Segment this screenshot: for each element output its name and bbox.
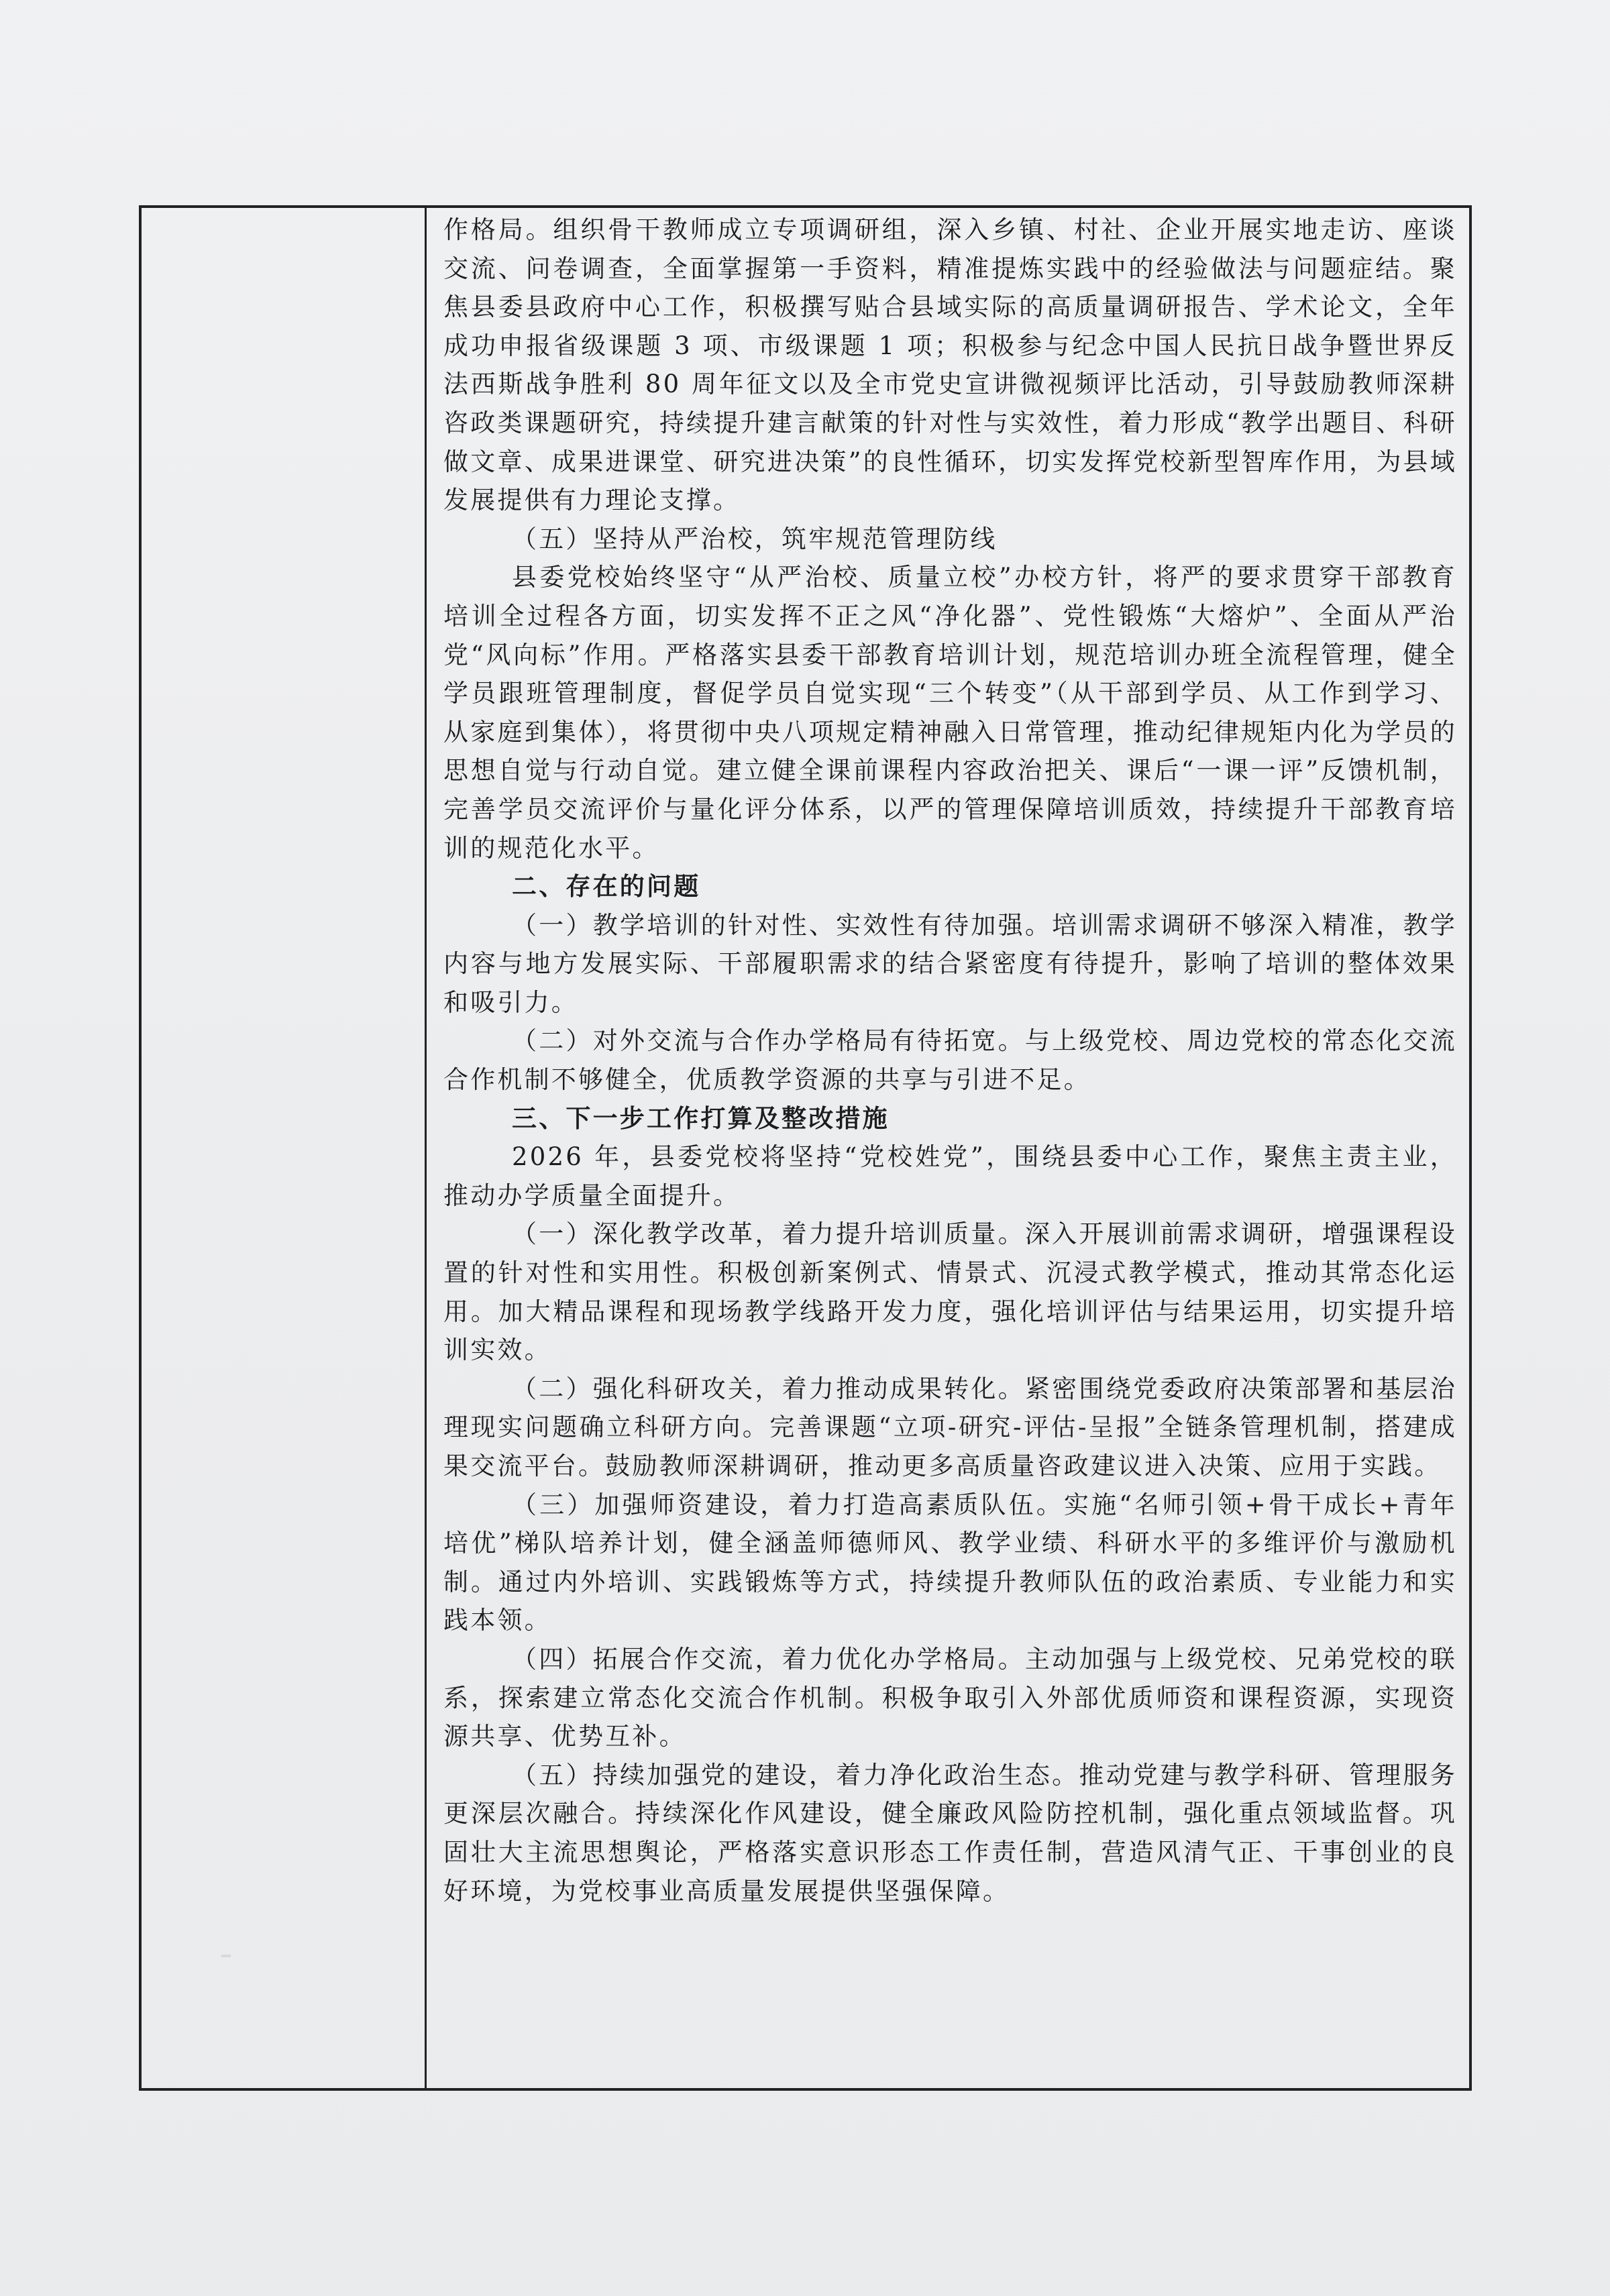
paragraph-measure-5: （五）持续加强党的建设，着力净化政治生态。推动党建与教学科研、管理服务更深层次融合。持续深化作风建设，健全廉政风险防控机制，强化重点领域监督。巩固壮大主流思想舆论，严格落实意识形态工作责任制，营造风清气正、干事创业的良好环境，为党校事业高质量发展提供坚强保障。 <box>443 1760 1457 1906</box>
paragraph-measure-4: （四）拓展合作交流，着力优化办学格局。主动加强与上级党校、兄弟党校的联系，探索建立常态化交流合作机制。积极争取引入外部优质师资和课程资源，实现资源共享、优势互补。 <box>443 1644 1457 1751</box>
report-table <box>139 205 1472 2091</box>
table-content-cell <box>429 208 1469 2088</box>
section-heading-problems: 二、存在的问题 <box>512 871 701 901</box>
paragraph-continuation: 作格局。组织骨干教师成立专项调研组，深入乡镇、村社、企业开展实地走访、座谈交流、问卷调查，全面掌握第一手资料，精准提炼实践中的经验做法与问题症结。聚焦县委县政府中心工作，积极撰写贴合县域实际的高质量调研报告、学术论文，全年成功申报省级课题 3 项、市级课题 1 项；积极参与纪念中国人民抗日战争暨世界反法西斯战争胜利 80 周年征文以及全市党史宣讲微视频评比活动，引导鼓励教师深耕咨政类课题研究，持续提升建言献策的针对性与实效性，着力形成“教学出题目、科研做文章、成果进课堂、研究进决策”的良性循环，切实发挥党校新型智库作用，为县域发展提供有力理论支撑。 <box>443 215 1457 515</box>
subheading-strict-management: （五）坚持从严治校，筑牢规范管理防线 <box>512 524 998 553</box>
paragraph-strict-management: 县委党校始终坚守“从严治校、质量立校”办校方针，将严的要求贯穿干部教育培训全过程各方面，切实发挥不正之风“净化器”、党性锻炼“大熔炉”、全面从严治党“风向标”作用。严格落实县委干部教育培训计划，规范培训办班全流程管理，健全学员跟班管理制度，督促学员自觉实现“三个转变”（从干部到学员、从工作到学习、从家庭到集体），将贯彻中央八项规定精神融入日常管理，推动纪律规矩内化为学员的思想自觉与行动自觉。建立健全课前课程内容政治把关、课后“一课一评”反馈机制，完善学员交流评价与量化评分体系，以严的管理保障培训质效，持续提升干部教育培训的规范化水平。 <box>443 563 1457 863</box>
paper-smudge <box>221 1955 231 1957</box>
table-left-column <box>142 208 427 2088</box>
paragraph-measure-3: （三）加强师资建设，着力打造高素质队伍。实施“名师引领+骨干成长+青年培优”梯队培养计划，健全涵盖师德师风、教学业绩、科研水平的多维评价与激励机制。通过内外培训、实践锻炼等方式，持续提升教师队伍的政治素质、专业能力和实践本领。 <box>443 1490 1457 1635</box>
paragraph-measure-1: （一）深化教学改革，着力提升培训质量。深入开展训前需求调研，增强课程设置的针对性和实用性。积极创新案例式、情景式、沉浸式教学模式，推动其常态化运用。加大精品课程和现场教学线路开发力度，强化培训评估与结果运用，切实提升培训实效。 <box>443 1219 1457 1365</box>
paragraph-problem-1: （一）教学培训的针对性、实效性有待加强。培训需求调研不够深入精准，教学内容与地方发展实际、干部履职需求的结合紧密度有待提升，影响了培训的整体效果和吸引力。 <box>443 910 1457 1017</box>
paragraph-measure-2: （二）强化科研攻关，着力推动成果转化。紧密围绕党委政府决策部署和基层治理现实问题确立科研方向。完善课题“立项-研究-评估-呈报”全链条管理机制，搭建成果交流平台。鼓励教师深耕调研，推动更多高质量咨政建议进入决策、应用于实践。 <box>443 1374 1457 1480</box>
paragraph-next-steps-intro: 2026 年，县委党校将坚持“党校姓党”，围绕县委中心工作，聚焦主责主业，推动办学质量全面提升。 <box>443 1142 1457 1210</box>
paragraph-problem-2: （二）对外交流与合作办学格局有待拓宽。与上级党校、周边党校的常态化交流合作机制不够健全，优质教学资源的共享与引进不足。 <box>443 1026 1457 1095</box>
section-heading-next-steps: 三、下一步工作打算及整改措施 <box>512 1103 890 1133</box>
